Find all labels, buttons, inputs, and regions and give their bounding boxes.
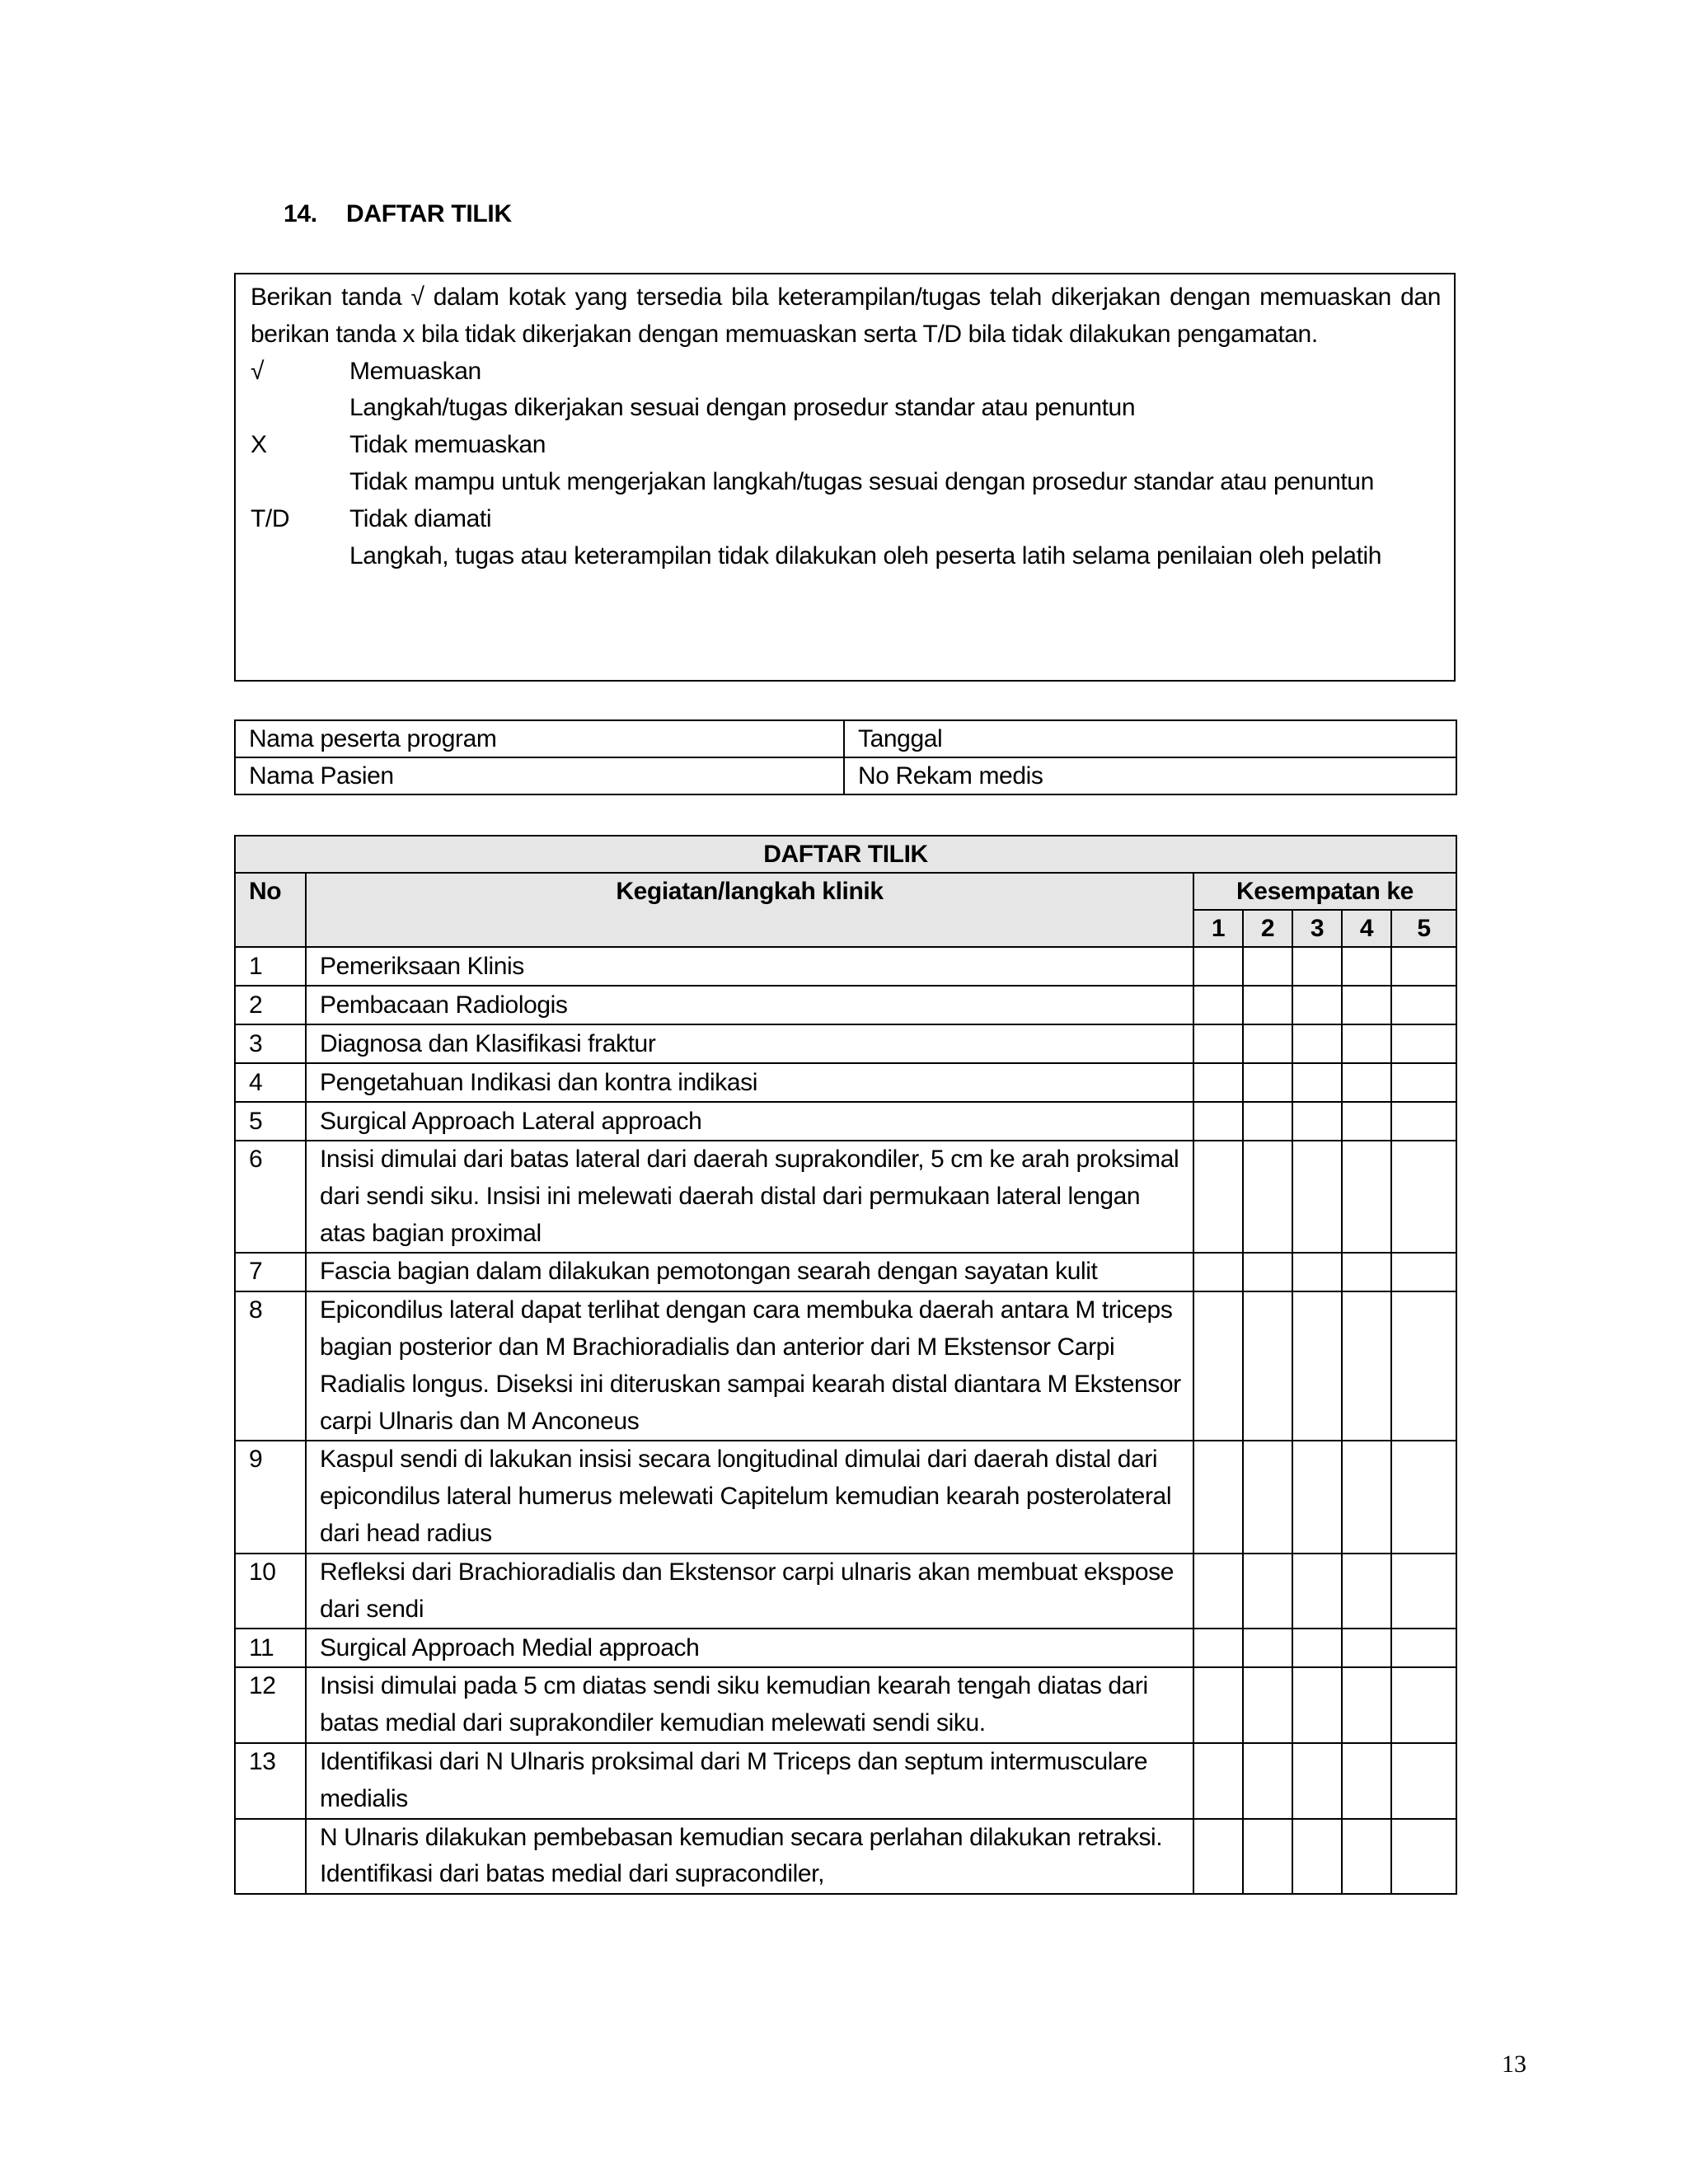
opportunity-4-header: 4 (1342, 910, 1391, 947)
checkbox-opportunity-1[interactable] (1193, 1819, 1243, 1895)
table-row (235, 947, 1456, 986)
opportunity-3-header: 3 (1292, 910, 1342, 947)
legend-label: Tidak memuaskan (349, 431, 546, 459)
row-activity: Fascia bagian dalam dilakukan pemotongan searah dengan sayatan kulit (306, 1253, 1193, 1291)
legend-symbol: X (251, 431, 267, 459)
opportunity-5-header: 5 (1391, 910, 1456, 947)
checkbox-opportunity-4[interactable] (1342, 986, 1391, 1024)
instructions-box (234, 273, 1456, 682)
checkbox-opportunity-4[interactable] (1342, 1102, 1391, 1141)
checkbox-opportunity-3[interactable] (1292, 1063, 1342, 1102)
checkbox-opportunity-4[interactable] (1342, 1141, 1391, 1253)
row-number (235, 1819, 306, 1895)
row-number: 4 (235, 1063, 306, 1102)
checkbox-opportunity-5[interactable] (1391, 1441, 1456, 1553)
checkbox-opportunity-4[interactable] (1342, 1253, 1391, 1291)
checkbox-opportunity-3[interactable] (1292, 1291, 1342, 1441)
checkbox-opportunity-5[interactable] (1391, 1554, 1456, 1629)
checkbox-opportunity-3[interactable] (1292, 1253, 1342, 1291)
checkbox-opportunity-5[interactable] (1391, 1253, 1456, 1291)
row-number: 10 (235, 1554, 306, 1629)
checkbox-opportunity-4[interactable] (1342, 1667, 1391, 1743)
table-row (235, 1102, 1456, 1141)
checkbox-opportunity-2[interactable] (1243, 1253, 1292, 1291)
row-number: 11 (235, 1629, 306, 1667)
table-row (235, 1291, 1456, 1441)
info-table (234, 719, 1457, 795)
legend-description: Langkah/tugas dikerjakan sesuai dengan prosedur standar atau penuntun (349, 394, 1136, 422)
row-number: 9 (235, 1441, 306, 1553)
checkbox-opportunity-3[interactable] (1292, 1024, 1342, 1063)
checkbox-opportunity-3[interactable] (1292, 1819, 1342, 1895)
table-row (235, 1441, 1456, 1553)
row-activity: Refleksi dari Brachioradialis dan Ekstensor carpi ulnaris akan membuat ekspose dari sendi (306, 1554, 1193, 1629)
checkbox-opportunity-5[interactable] (1391, 1743, 1456, 1819)
medical-record-field[interactable]: No Rekam medis (844, 757, 1456, 794)
checkbox-opportunity-1[interactable] (1193, 1667, 1243, 1743)
checkbox-opportunity-4[interactable] (1342, 947, 1391, 986)
checkbox-opportunity-4[interactable] (1342, 1554, 1391, 1629)
date-field[interactable]: Tanggal (844, 720, 1456, 757)
checkbox-opportunity-4[interactable] (1342, 1291, 1391, 1441)
checkbox-opportunity-1[interactable] (1193, 1554, 1243, 1629)
section-number: 14. (284, 200, 317, 227)
legend-symbol: T/D (251, 504, 290, 532)
checkbox-opportunity-2[interactable] (1243, 1441, 1292, 1553)
checkbox-opportunity-2[interactable] (1243, 1743, 1292, 1819)
legend-label: Tidak diamati (349, 504, 492, 532)
table-row (235, 1629, 1456, 1667)
legend-symbol: √ (251, 357, 265, 385)
checkbox-opportunity-5[interactable] (1391, 1291, 1456, 1441)
table-row (235, 1554, 1456, 1629)
checkbox-opportunity-3[interactable] (1292, 1743, 1342, 1819)
checkbox-opportunity-2[interactable] (1243, 1102, 1292, 1141)
row-number: 12 (235, 1667, 306, 1743)
patient-name-field[interactable]: Nama Pasien (235, 757, 844, 794)
row-activity: Pengetahuan Indikasi dan kontra indikasi (306, 1063, 1193, 1102)
checkbox-opportunity-5[interactable] (1391, 1629, 1456, 1667)
checkbox-opportunity-1[interactable] (1193, 1141, 1243, 1253)
table-row (235, 1141, 1456, 1253)
row-activity: Identifikasi dari N Ulnaris proksimal dari M Triceps dan septum intermusculare medialis (306, 1743, 1193, 1819)
row-number: 8 (235, 1291, 306, 1441)
checkbox-opportunity-5[interactable] (1391, 986, 1456, 1024)
checkbox-opportunity-1[interactable] (1193, 986, 1243, 1024)
row-number: 6 (235, 1141, 306, 1253)
checkbox-opportunity-2[interactable] (1243, 1063, 1292, 1102)
checkbox-opportunity-5[interactable] (1391, 1141, 1456, 1253)
checkbox-opportunity-2[interactable] (1243, 947, 1292, 986)
checkbox-opportunity-5[interactable] (1391, 947, 1456, 986)
checkbox-opportunity-3[interactable] (1292, 1629, 1342, 1667)
checkbox-opportunity-2[interactable] (1243, 1629, 1292, 1667)
checkbox-opportunity-3[interactable] (1292, 1141, 1342, 1253)
checkbox-opportunity-3[interactable] (1292, 1554, 1342, 1629)
row-activity: N Ulnaris dilakukan pembebasan kemudian secara perlahan dilakukan retraksi. Identifikasi dari batas medial dari supracondiler, (306, 1819, 1193, 1895)
checkbox-opportunity-3[interactable] (1292, 986, 1342, 1024)
checkbox-opportunity-1[interactable] (1193, 1291, 1243, 1441)
checkbox-opportunity-3[interactable] (1292, 1441, 1342, 1553)
column-header-no: No (235, 873, 306, 947)
checkbox-opportunity-4[interactable] (1342, 1024, 1391, 1063)
participant-name-field[interactable]: Nama peserta program (235, 720, 844, 757)
instructions-paragraph: Berikan tanda √ dalam kotak yang tersedia bila keterampilan/tugas telah dikerjakan dengan memuaskan dan berikan tanda x bila tidak dikerjakan dengan memuaskan serta T/D bila tidak dilakukan pengamatan. (251, 284, 1441, 348)
checkbox-opportunity-2[interactable] (1243, 1819, 1292, 1895)
opportunity-2-header: 2 (1243, 910, 1292, 947)
table-row (235, 1819, 1456, 1895)
legend-not-observed (251, 501, 1441, 575)
row-number: 1 (235, 947, 306, 986)
table-row (235, 1743, 1456, 1819)
row-activity: Pemeriksaan Klinis (306, 947, 1193, 986)
table-row (235, 1024, 1456, 1063)
row-number: 2 (235, 986, 306, 1024)
table-row (235, 1063, 1456, 1102)
legend-description: Tidak mampu untuk mengerjakan langkah/tugas sesuai dengan prosedur standar atau penuntun (349, 467, 1374, 495)
row-number: 13 (235, 1743, 306, 1819)
checkbox-opportunity-5[interactable] (1391, 1063, 1456, 1102)
legend-label: Memuaskan (349, 357, 481, 385)
checkbox-opportunity-4[interactable] (1342, 1819, 1391, 1895)
checkbox-opportunity-4[interactable] (1342, 1743, 1391, 1819)
checkbox-opportunity-1[interactable] (1193, 1629, 1243, 1667)
checkbox-opportunity-2[interactable] (1243, 1024, 1292, 1063)
row-number: 5 (235, 1102, 306, 1141)
checkbox-opportunity-2[interactable] (1243, 1554, 1292, 1629)
checkbox-opportunity-4[interactable] (1342, 1063, 1391, 1102)
column-header-activity: Kegiatan/langkah klinik (306, 873, 1193, 947)
row-activity: Insisi dimulai pada 5 cm diatas sendi siku kemudian kearah tengah diatas dari batas medial dari suprakondiler kemudian melewati sendi siku. (306, 1667, 1193, 1743)
row-activity: Surgical Approach Lateral approach (306, 1102, 1193, 1141)
checkbox-opportunity-2[interactable] (1243, 1141, 1292, 1253)
checkbox-opportunity-1[interactable] (1193, 1253, 1243, 1291)
checkbox-opportunity-1[interactable] (1193, 1024, 1243, 1063)
checkbox-opportunity-5[interactable] (1391, 1667, 1456, 1743)
checkbox-opportunity-1[interactable] (1193, 1102, 1243, 1141)
checkbox-opportunity-5[interactable] (1391, 1102, 1456, 1141)
table-row (235, 986, 1456, 1024)
opportunity-1-header: 1 (1193, 910, 1243, 947)
checkbox-opportunity-4[interactable] (1342, 1441, 1391, 1553)
column-header-opportunity: Kesempatan ke (1193, 873, 1456, 910)
row-activity: Epicondilus lateral dapat terlihat dengan cara membuka daerah antara M triceps bagian posterior dan M Brachioradialis dan anterior dari M Ekstensor Carpi Radialis longus. Diseksi ini diteruskan sampai kearah distal diantara M Ekstensor carpi Ulnaris dan M Anconeus (306, 1291, 1193, 1441)
checkbox-opportunity-3[interactable] (1292, 1102, 1342, 1141)
checkbox-opportunity-3[interactable] (1292, 947, 1342, 986)
page-number: 13 (1502, 2050, 1526, 2078)
checkbox-opportunity-1[interactable] (1193, 1063, 1243, 1102)
checklist-table (234, 835, 1457, 1895)
section-heading (284, 200, 512, 228)
row-activity: Diagnosa dan Klasifikasi fraktur (306, 1024, 1193, 1063)
checkbox-opportunity-5[interactable] (1391, 1024, 1456, 1063)
row-number: 3 (235, 1024, 306, 1063)
section-title: DAFTAR TILIK (346, 200, 512, 227)
checkbox-opportunity-5[interactable] (1391, 1819, 1456, 1895)
checkbox-opportunity-1[interactable] (1193, 1743, 1243, 1819)
row-activity: Surgical Approach Medial approach (306, 1629, 1193, 1667)
checkbox-opportunity-2[interactable] (1243, 986, 1292, 1024)
row-activity: Pembacaan Radiologis (306, 986, 1193, 1024)
checklist-title: DAFTAR TILIK (235, 836, 1456, 873)
legend-description: Langkah, tugas atau keterampilan tidak dilakukan oleh peserta latih selama penilaian oleh pelatih (349, 541, 1382, 569)
table-row (235, 1253, 1456, 1291)
row-activity: Kaspul sendi di lakukan insisi secara longitudinal dimulai dari daerah distal dari epicondilus lateral humerus melewati Capitelum kemudian kearah posterolateral dari head radius (306, 1441, 1193, 1553)
checkbox-opportunity-1[interactable] (1193, 947, 1243, 986)
checkbox-opportunity-3[interactable] (1292, 1667, 1342, 1743)
legend-unsatisfactory (251, 427, 1441, 501)
table-row (235, 1667, 1456, 1743)
checkbox-opportunity-2[interactable] (1243, 1291, 1292, 1441)
checkbox-opportunity-1[interactable] (1193, 1441, 1243, 1553)
checkbox-opportunity-2[interactable] (1243, 1667, 1292, 1743)
row-number: 7 (235, 1253, 306, 1291)
checkbox-opportunity-4[interactable] (1342, 1629, 1391, 1667)
row-activity: Insisi dimulai dari batas lateral dari daerah suprakondiler, 5 cm ke arah proksimal dari sendi siku. Insisi ini melewati daerah distal dari permukaan lateral lengan atas bagian proximal (306, 1141, 1193, 1253)
legend-satisfactory (251, 354, 1441, 428)
